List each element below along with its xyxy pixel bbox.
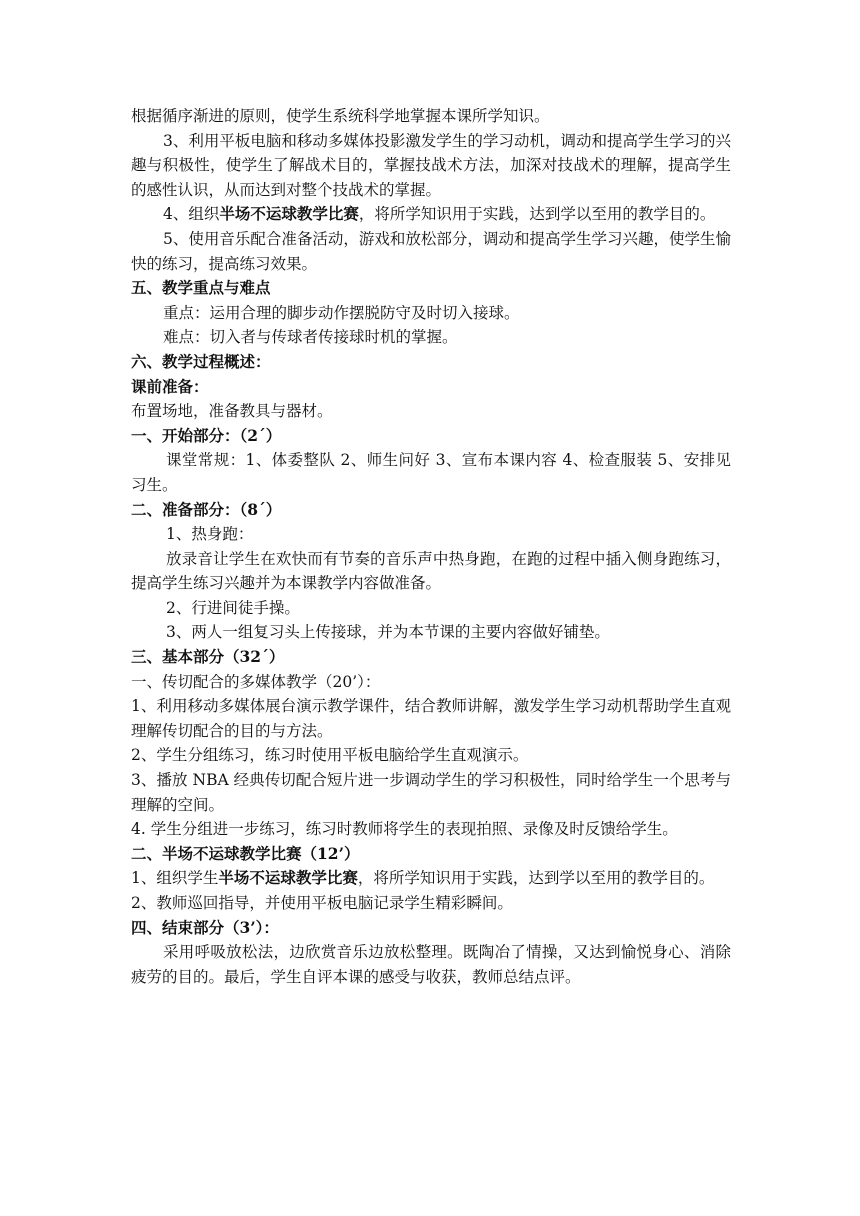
bold-phrase: 半场不运球教学比赛 bbox=[219, 204, 359, 224]
section-heading-text: 四、结束部分（3’）： bbox=[131, 917, 279, 937]
sub-heading: 一、传切配合的多媒体教学（20’）： bbox=[131, 672, 381, 691]
list-item: 2、行进间徒手操。 bbox=[166, 598, 300, 617]
paragraph: 根据循序渐进的原则，使学生系统科学地掌握本课所学知识。 bbox=[131, 107, 550, 125]
list-item: 1、利用移动多媒体展台演示教学课件，结合教师讲解，激发学生学习动机帮助学生直观理解传切配合的目的与方法。 bbox=[131, 697, 731, 740]
section-heading bbox=[131, 916, 731, 941]
section-heading bbox=[131, 498, 731, 523]
section-heading-text: 二、准备部分：（8´） bbox=[131, 499, 282, 519]
sub-heading-text: 二、半场不运球教学比赛（12’） bbox=[131, 843, 360, 863]
list-item: 4. 学生分组进一步练习，练习时教师将学生的表现拍照、录像及时反馈给学生。 bbox=[131, 820, 678, 839]
section-heading bbox=[131, 350, 731, 375]
list-item: 2、学生分组练习，练习时使用平板电脑给学生直观演示。 bbox=[131, 746, 529, 765]
difficult-point: 难点：切入者与传球者传接球时机的掌握。 bbox=[163, 328, 458, 347]
document-body bbox=[131, 104, 731, 989]
sub-heading bbox=[131, 842, 731, 867]
list-item: 2、教师巡回指导，并使用平板电脑记录学生精彩瞬间。 bbox=[131, 894, 513, 912]
section-heading bbox=[131, 276, 731, 301]
paragraph-text: 4、组织 bbox=[163, 205, 220, 224]
paragraph: 5、使用音乐配合准备活动，游戏和放松部分，调动和提高学生学习兴趣，使学生愉快的练习，提高练习效果。 bbox=[131, 229, 731, 273]
list-item bbox=[131, 866, 731, 891]
paragraph: 布置场地，准备教具与器材。 bbox=[131, 402, 333, 421]
paragraph: 课堂常规：1、体委整队 2、师生问好 3、宣布本课内容 4、检查服装 5、安排见习生。 bbox=[131, 451, 731, 494]
section-heading-text: 三、基本部分（32´） bbox=[131, 647, 285, 667]
section-heading bbox=[131, 645, 731, 670]
list-item-text: 1、组织学生 bbox=[131, 869, 219, 888]
key-point: 重点：运用合理的脚步动作摆脱防守及时切入接球。 bbox=[163, 303, 520, 322]
paragraph bbox=[131, 202, 731, 227]
section-heading-text: 五、教学重点与难点 bbox=[131, 278, 271, 298]
paragraph: 采用呼吸放松法，边欣赏音乐边放松整理。既陶冶了情操，又达到愉悦身心、消除疲劳的目的。最后，学生自评本课的感受与收获，教师总结点评。 bbox=[131, 943, 731, 986]
bold-phrase: 半场不运球教学比赛 bbox=[218, 868, 358, 888]
paragraph: 3、利用平板电脑和移动多媒体投影激发学生的学习动机，调动和提高学生学习的兴趣与积极性，使学生了解战术目的，掌握技战术方法，加深对技战术的理解，提高学生的感性认识，从而达到对整个技战术的掌握。 bbox=[131, 131, 731, 199]
list-item: 3、播放 NBA 经典传切配合短片进一步调动学生的学习积极性，同时给学生一个思考与理解的空间。 bbox=[131, 771, 731, 814]
section-heading-text: 六、教学过程概述： bbox=[131, 351, 271, 371]
section-heading-text: 一、开始部分：（2´） bbox=[131, 425, 282, 445]
sub-heading bbox=[131, 375, 731, 400]
paragraph: 放录音让学生在欢快而有节奏的音乐声中热身跑，在跑的过程中插入侧身跑练习，提高学生练习兴趣并为本课教学内容做准备。 bbox=[131, 549, 731, 593]
list-item: 3、两人一组复习头上传接球，并为本节课的主要内容做好铺垫。 bbox=[166, 623, 610, 642]
list-item: 1、热身跑： bbox=[166, 525, 254, 544]
section-heading bbox=[131, 424, 731, 449]
list-item-text: ，将所学知识用于实践，达到学以至用的教学目的。 bbox=[357, 869, 715, 888]
paragraph-text: ，将所学知识用于实践，达到学以至用的教学目的。 bbox=[358, 205, 716, 224]
sub-heading-text: 课前准备： bbox=[131, 376, 209, 396]
